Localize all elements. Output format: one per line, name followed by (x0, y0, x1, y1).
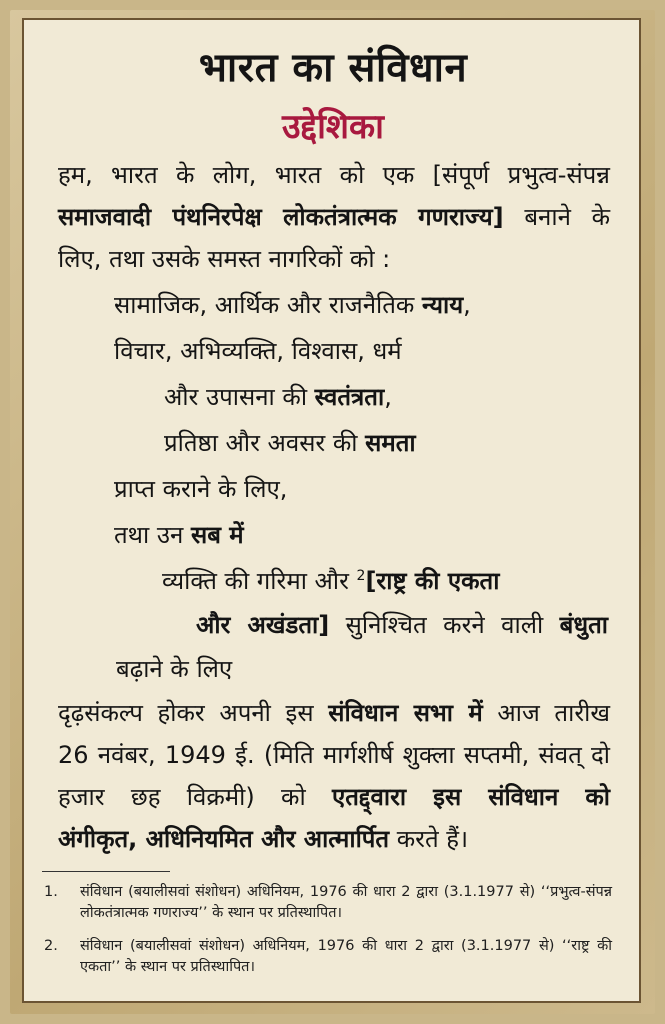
preamble-line-4 (114, 290, 471, 320)
preamble-line-9-bold: सब में (190, 521, 244, 549)
preamble-line-13-bold: संविधान सभा में (328, 699, 483, 727)
preamble-line-13 (58, 698, 610, 728)
preamble-line-2-rest: बनाने के (503, 203, 611, 231)
preamble-line-4-text: सामाजिक, आर्थिक और राजनैतिक (114, 291, 422, 319)
preamble-line-7-bold: समता (365, 429, 416, 457)
preamble-line-13-rest: आज तारीख (482, 699, 610, 727)
preamble-line-8: प्राप्त कराने के लिए, (114, 475, 288, 503)
preamble-line-11 (196, 610, 608, 640)
footnote-ref-2: 2 (356, 568, 366, 584)
preamble-line-11-text: सुनिश्चित करने वाली (329, 611, 560, 639)
footnote-2 (44, 936, 612, 978)
preamble-line-16-rest: करते हैं। (389, 825, 469, 853)
footnote-2-text: संविधान (बयालीसवां संशोधन) अधिनियम, 1976 की धारा 2 द्वारा (3.1.1977 से) ‘‘राष्ट्र की एकता’’ के स्थान पर प्रतिस्थापित। (80, 938, 612, 975)
footnote-divider (42, 871, 170, 872)
footnote-1-text: संविधान (बयालीसवां संशोधन) अधिनियम, 1976 की धारा 2 द्वारा (3.1.1977 से) ‘‘प्रभुत्व-संपन्न लोकतंत्रात्मक गणराज्य’’ के स्थान पर प्रतिस्थापित। (80, 884, 612, 921)
footnote-1 (44, 882, 612, 924)
footnote-2-number: 2. (44, 938, 58, 954)
preamble-line-4-bold: न्याय (421, 291, 464, 319)
preamble-line-10 (162, 566, 499, 596)
preamble-line-7-text: प्रतिष्ठा और अवसर की (164, 429, 366, 457)
preamble-line-3: लिए, तथा उसके समस्त नागरिकों को : (58, 245, 391, 273)
preamble-line-15 (58, 782, 610, 812)
preamble-line-11-bold: और अखंडता] (196, 611, 330, 639)
page-subtitle: उद्देशिका (282, 107, 384, 147)
preamble-line-7 (164, 428, 416, 458)
preamble-line-1: हम, भारत के लोग, भारत को एक [संपूर्ण प्रभुत्व-संपन्न (58, 161, 610, 189)
preamble-line-6-bold: स्वतंत्रता (314, 383, 385, 411)
preamble-line-9 (114, 520, 244, 550)
preamble-line-9-text: तथा उन (114, 521, 191, 549)
preamble-line-16-bold: अंगीकृत, अधिनियमित और आत्मार्पित (58, 825, 390, 853)
preamble-line-15-bold: एतद्द्वारा इस संविधान को (331, 783, 610, 811)
preamble-line-2 (58, 202, 610, 232)
preamble-line-13-text: दृढ़संकल्प होकर अपनी इस (58, 699, 329, 727)
preamble-line-16 (58, 824, 468, 854)
page-title: भारत का संविधान (198, 45, 468, 91)
preamble-line-2-bold: समाजवादी पंथनिरपेक्ष लोकतंत्रात्मक गणराज्य] (58, 203, 504, 231)
preamble-line-10-bold: [राष्ट्र की एकता (365, 567, 500, 595)
preamble-line-6 (164, 382, 392, 412)
footnote-1-number: 1. (44, 884, 58, 900)
preamble-line-15-text: हजार छह विक्रमी) को (58, 783, 332, 811)
preamble-line-11-bold-end: बंधुता (559, 611, 608, 639)
preamble-line-5: विचार, अभिव्यक्ति, विश्वास, धर्म (114, 337, 402, 365)
preamble-line-12: बढ़ाने के लिए (116, 655, 233, 683)
preamble-line-6-text: और उपासना की (164, 383, 315, 411)
document-page (36, 26, 630, 1001)
preamble-line-14: 26 नवंबर, 1949 ई. (मिति मार्गशीर्ष शुक्ला सप्तमी, संवत् दो (58, 741, 610, 769)
preamble-line-10-text: व्यक्ति की गरिमा और (162, 567, 357, 595)
preamble-line-6-comma: , (384, 383, 392, 411)
preamble-line-4-comma: , (463, 291, 471, 319)
